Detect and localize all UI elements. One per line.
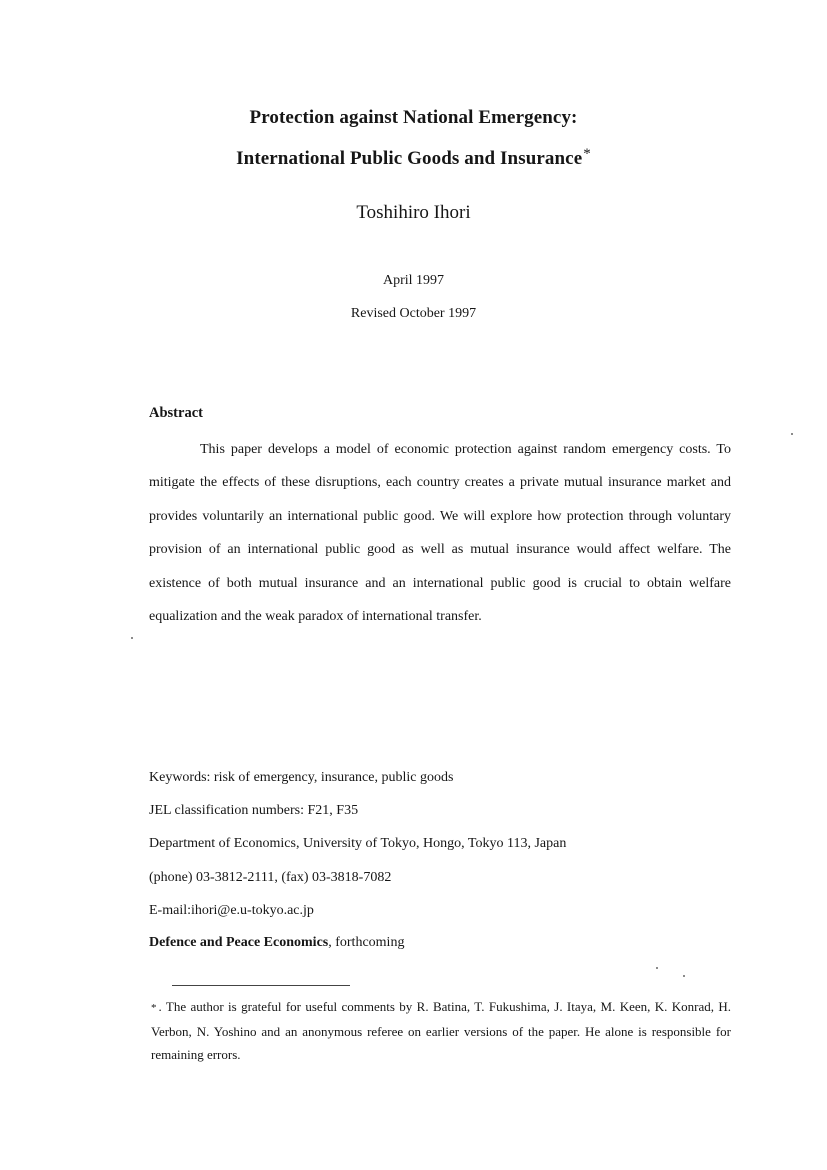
author-name: Toshihiro Ihori [356, 202, 471, 223]
scan-speck [683, 975, 685, 977]
abstract-text: This paper develops a model of economic protection against random emergency costs. To mitigate the effects of these disruptions, each country creates a private mutual insurance market and provides voluntarily an international public good. We will explore how protection through voluntary provision of an international public good as well as mutual insurance would affect welfare. The existence of both mutual insurance and an international public good is crucial to obtain welfare equalization and the weak paradox of international transfer. [149, 442, 731, 625]
title-line-2-text: International Public Goods and Insurance [236, 148, 583, 169]
jel-line: JEL classification numbers: F21, F35 [149, 803, 359, 818]
journal-name: Defence and Peace Economics [149, 935, 329, 950]
footnote-mark: * [151, 1002, 157, 1014]
scan-speck [791, 433, 793, 435]
journal-line [149, 934, 404, 952]
keywords-line: Keywords: risk of emergency, insurance, public goods [149, 770, 454, 785]
title-footnote-mark: * [583, 146, 591, 162]
footnote-text: . The author is grateful for useful comments by R. Batina, T. Fukushima, J. Itaya, M. Keen, K. Konrad, H. Verbon, N. Yoshino and an anonymous referee on earlier versions of the paper. He alone is responsible for remaining errors. [151, 999, 731, 1062]
email-line: E-mail:ihori@e.u-tokyo.ac.jp [149, 903, 314, 918]
footnote-rule [172, 985, 350, 986]
revised-date-line: Revised October 1997 [350, 306, 477, 321]
paper-title [0, 100, 827, 177]
scan-speck [131, 637, 133, 639]
title-line-1: Protection against National Emergency: [249, 107, 578, 128]
address-line: Department of Economics, University of Tokyo, Hongo, Tokyo 113, Japan [149, 836, 567, 851]
journal-status: , forthcoming [328, 935, 405, 950]
date-line: April 1997 [382, 273, 445, 288]
scan-speck [656, 967, 658, 969]
abstract-heading: Abstract [149, 405, 203, 421]
title-line-2 [0, 136, 827, 177]
acknowledgement-footnote [151, 995, 731, 1066]
phone-line: (phone) 03-3812-2111, (fax) 03-3818-7082 [149, 870, 392, 885]
